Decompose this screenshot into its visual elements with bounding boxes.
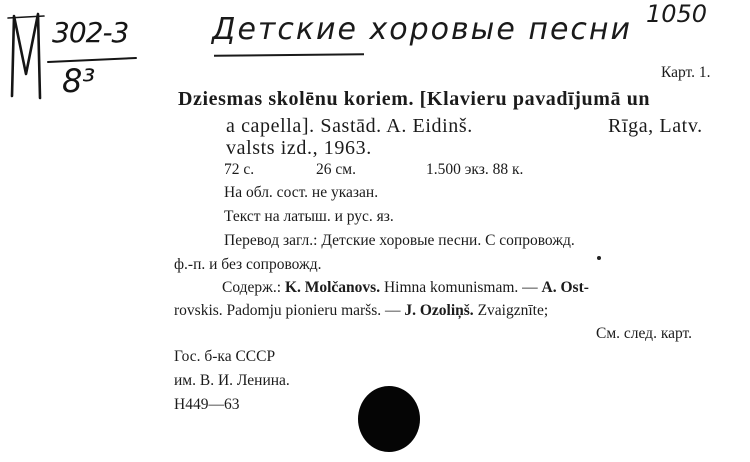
contents-author-2-cont: rovskis.: [174, 302, 223, 319]
contents-work-2: Padomju pionieru maršs. —: [226, 302, 401, 319]
card-code: Н449—63: [174, 396, 240, 413]
card-number: Карт. 1.: [661, 64, 711, 81]
corner-number: 1050: [646, 0, 708, 28]
contents-author-2: A. Ost-: [541, 279, 589, 296]
pages: 72 с.: [224, 161, 255, 178]
ink-blot: [358, 386, 420, 452]
library-line-2: им. В. И. Ленина.: [174, 372, 290, 389]
library-line-1: Гос. б-ка СССР: [174, 348, 276, 365]
translation-line-1: Перевод загл.: Детские хоровые песни. С сопровожд.: [224, 232, 575, 249]
shelfmark-number: 302-3: [52, 16, 129, 49]
contents-line-1: [222, 278, 589, 298]
print-run: 1.500 экз. 88 к.: [426, 161, 524, 178]
imprint-place: Rīga, Latv.: [608, 115, 703, 137]
translation-line-2: ф.-п. и без сопровожд.: [174, 256, 322, 273]
contents-author-1: K. Molčanovs.: [284, 279, 381, 296]
shelfmark-sub: 8³: [62, 62, 96, 100]
title-line-1: [178, 89, 650, 109]
note-language: Текст на латыш. и рус. яз.: [224, 208, 394, 225]
continued-note: См. след. карт.: [596, 325, 693, 342]
handwritten-underline: [214, 53, 364, 57]
contents-work-1: Himna komunismam. —: [383, 279, 538, 296]
title-line-2: a capella]. Sastād. A. Eidinš.: [226, 115, 473, 137]
shelfmark: [4, 4, 154, 104]
contents-line-2: [174, 301, 548, 321]
size: 26 см.: [316, 161, 356, 178]
contents-author-3: J. Ozoliņš.: [404, 302, 474, 319]
note-compiler: На обл. сост. не указан.: [224, 184, 379, 201]
contents-work-3: Zvaigznīte;: [477, 302, 549, 319]
contents-label: Содерж.:: [222, 279, 282, 296]
pin-dot: [597, 256, 601, 260]
title-line-3: valsts izd., 1963.: [226, 137, 372, 159]
handwritten-title: Детские хоровые песни: [212, 12, 633, 47]
title-main: Dziesmas skolēnu koriem. [Klavieru pavadījumā un: [178, 88, 651, 110]
